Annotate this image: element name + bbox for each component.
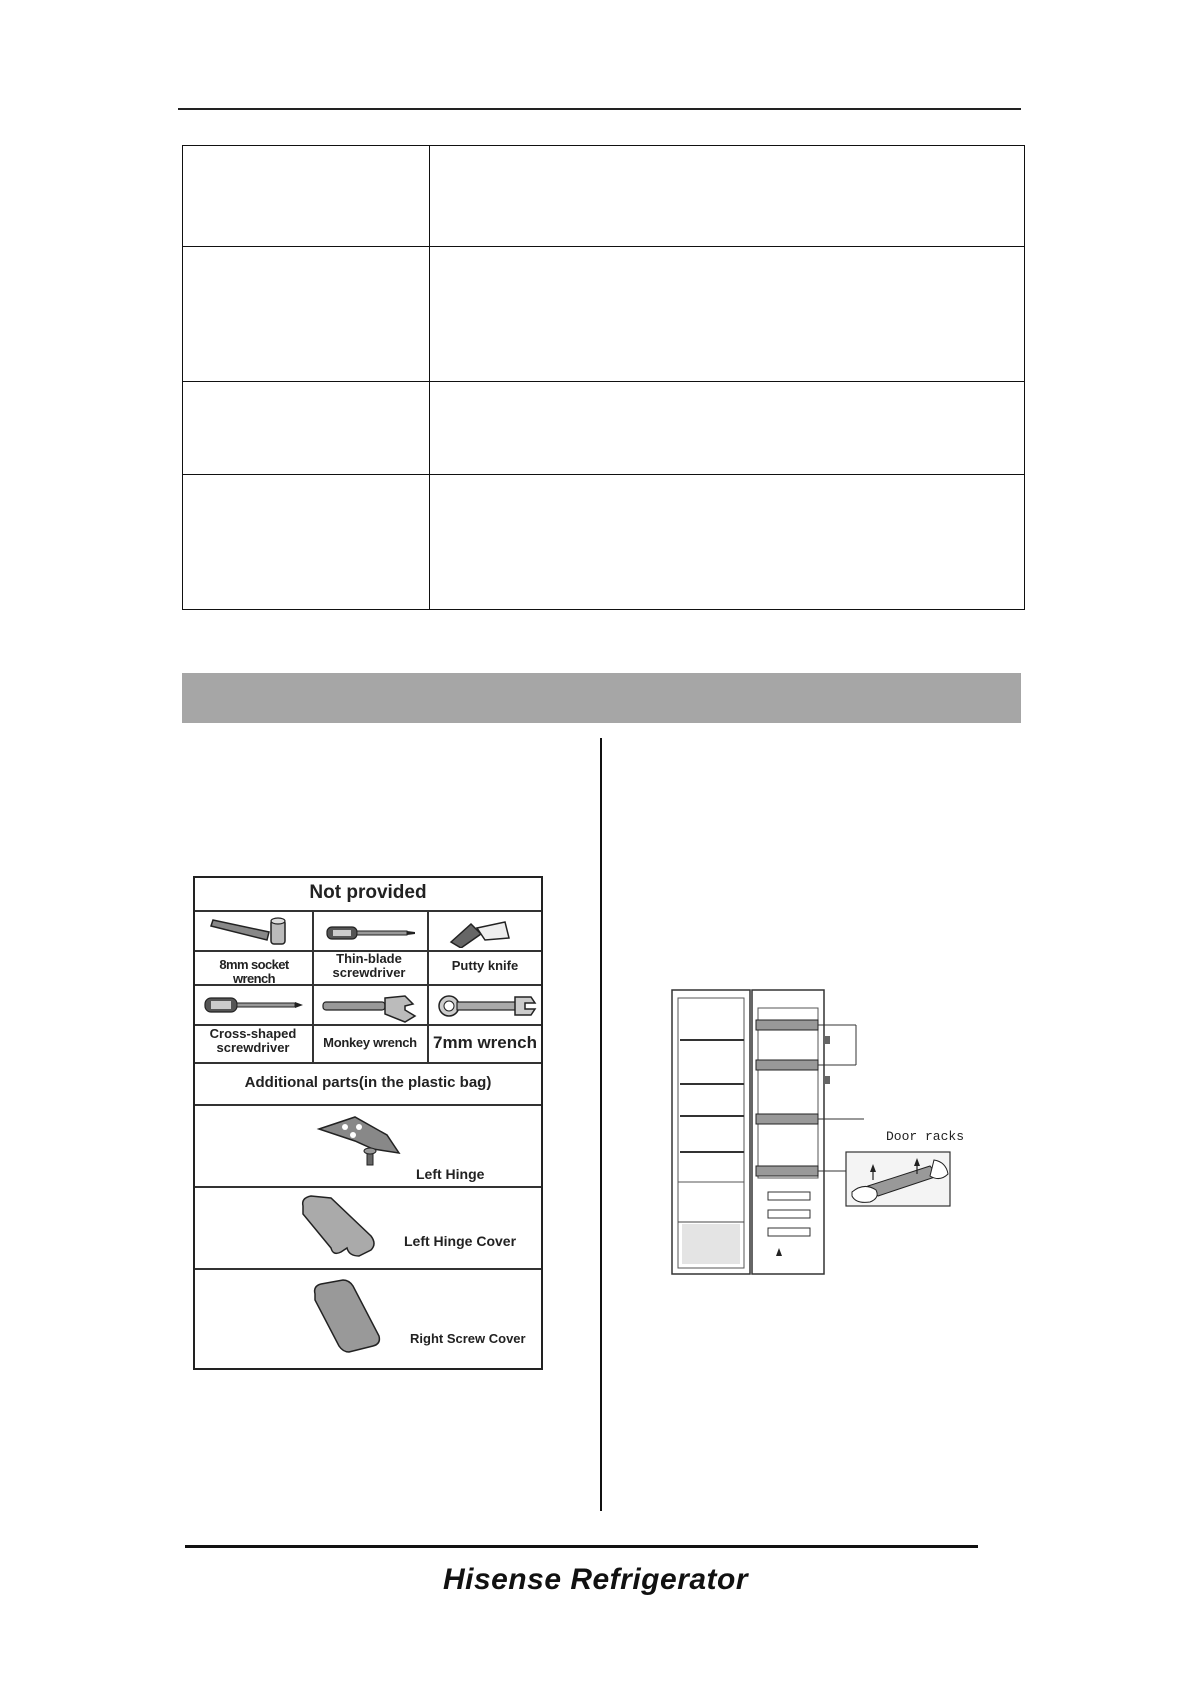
tool-label: Cross-shaped screwdriver bbox=[209, 1026, 297, 1055]
putty-knife-icon bbox=[445, 916, 535, 948]
tool-label: Putty knife bbox=[451, 958, 519, 973]
monkey-wrench-icon bbox=[319, 990, 423, 1024]
table-cell bbox=[430, 247, 1025, 382]
footer-rule bbox=[185, 1545, 978, 1548]
tools-parts-chart bbox=[193, 876, 543, 1370]
not-provided-title: Not provided bbox=[309, 882, 427, 903]
thin-blade-screwdriver-icon bbox=[323, 922, 418, 944]
info-table bbox=[182, 145, 1025, 610]
part-label: Left Hinge bbox=[416, 1166, 485, 1182]
tool-label: Monkey wrench bbox=[323, 1035, 417, 1050]
section-header-bar bbox=[182, 673, 1021, 723]
screw-cover-icon bbox=[309, 1276, 385, 1356]
open-wrench-icon bbox=[435, 991, 539, 1021]
table-cell bbox=[430, 382, 1025, 474]
table-cell bbox=[430, 146, 1025, 247]
brand-footer: Hisense Refrigerator bbox=[442, 1563, 749, 1596]
tool-label: Thin-blade screwdriver bbox=[332, 951, 406, 980]
header-rule bbox=[178, 108, 1021, 110]
cross-screwdriver-icon bbox=[201, 991, 306, 1019]
table-cell bbox=[183, 247, 430, 382]
hinge-icon bbox=[315, 1113, 405, 1175]
tool-label: 8mm socket wrench bbox=[219, 957, 289, 986]
table-cell bbox=[183, 146, 430, 247]
additional-parts-title: Additional parts(in the plastic bag) bbox=[244, 1074, 492, 1091]
tool-label: 7mm wrench bbox=[433, 1033, 537, 1052]
door-racks-label: Door racks bbox=[886, 1129, 965, 1144]
hinge-cover-icon bbox=[297, 1192, 383, 1264]
table-cell bbox=[430, 474, 1025, 609]
table-cell bbox=[183, 382, 430, 474]
column-divider bbox=[600, 738, 602, 1511]
socket-wrench-icon bbox=[207, 916, 302, 948]
part-label: Left Hinge Cover bbox=[404, 1233, 517, 1249]
table-cell bbox=[183, 474, 430, 609]
part-label: Right Screw Cover bbox=[410, 1331, 526, 1346]
